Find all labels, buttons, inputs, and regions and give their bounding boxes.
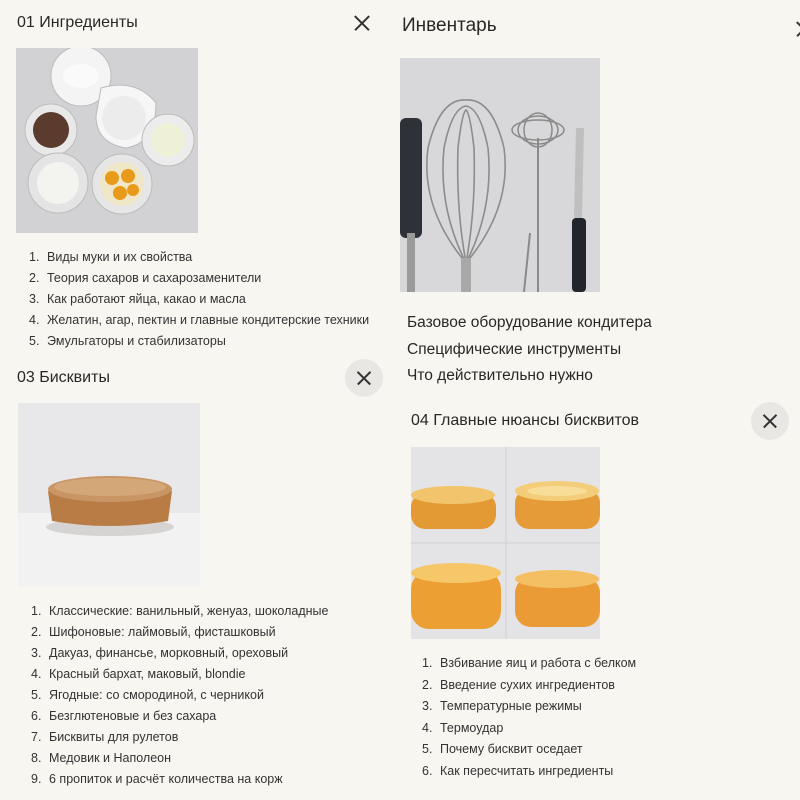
biscuits-photo	[18, 403, 200, 587]
close-icon[interactable]	[345, 359, 383, 397]
biscuits-panel	[0, 360, 395, 800]
list-item[interactable]: 7. Бисквиты для рулетов	[31, 730, 179, 744]
biscuits-list	[31, 601, 329, 790]
nuances-panel	[395, 395, 800, 800]
ingredients-title: 01 Ингредиенты	[17, 14, 138, 31]
list-item[interactable]: 2. Введение сухих ингредиентов	[422, 677, 615, 692]
list-item[interactable]: 5. Ягодные: со смородиной, с черникой	[31, 688, 264, 702]
list-item[interactable]: 8. Медовик и Наполеон	[31, 751, 172, 765]
list-item[interactable]: 6. Безглютеновые и без сахара	[31, 709, 217, 723]
list-item[interactable]: 6. Как пересчитать ингредиенты	[422, 763, 614, 778]
inventory-title: Инвентарь	[402, 15, 497, 36]
list-item[interactable]: 5. Почему бисквит оседает	[422, 742, 583, 757]
ingredients-list	[29, 247, 369, 352]
inventory-list	[407, 310, 652, 390]
list-item[interactable]: Специфические инструменты	[407, 340, 622, 358]
list-item[interactable]: 4. Красный бархат, маковый, blondie	[31, 667, 246, 681]
ingredients-panel	[0, 0, 395, 360]
list-item[interactable]: 3. Температурные режимы	[422, 699, 582, 714]
biscuits-title: 03 Бисквиты	[17, 369, 110, 386]
close-icon[interactable]	[349, 10, 375, 36]
list-item[interactable]: 5. Эмульгаторы и стабилизаторы	[29, 334, 226, 348]
nuances-title: 04 Главные нюансы бисквитов	[411, 412, 640, 429]
ingredients-photo	[16, 48, 198, 233]
list-item[interactable]: 2. Теория сахаров и сахарозаменители	[29, 271, 262, 285]
list-item[interactable]: 1. Классические: ванильный, женуаз, шоколадные	[31, 604, 329, 618]
list-item[interactable]: 1. Виды муки и их свойства	[29, 250, 193, 264]
nuances-photo	[411, 447, 600, 639]
inventory-panel	[395, 0, 800, 395]
list-item[interactable]: Что действительно нужно	[407, 367, 593, 384]
list-item[interactable]: 2. Шифоновые: лаймовый, фисташковый	[31, 625, 276, 639]
inventory-photo	[400, 58, 600, 292]
list-item[interactable]: 9. 6 пропиток и расчёт количества на корж	[31, 772, 283, 786]
list-item[interactable]: Базовое оборудование кондитера	[407, 314, 652, 331]
list-item[interactable]: 1. Взбивание яиц и работа с белком	[422, 656, 637, 670]
list-item[interactable]: 4. Желатин, агар, пектин и главные кондитерские техники	[29, 313, 370, 327]
list-item[interactable]: 3. Как работают яйца, какао и масла	[29, 292, 246, 306]
close-icon[interactable]	[751, 402, 789, 440]
nuances-list	[422, 653, 636, 783]
list-item[interactable]: 3. Дакуаз, финансье, морковный, ореховый	[31, 646, 289, 660]
list-item[interactable]: 4. Термоудар	[422, 720, 504, 735]
close-icon[interactable]	[791, 16, 800, 42]
